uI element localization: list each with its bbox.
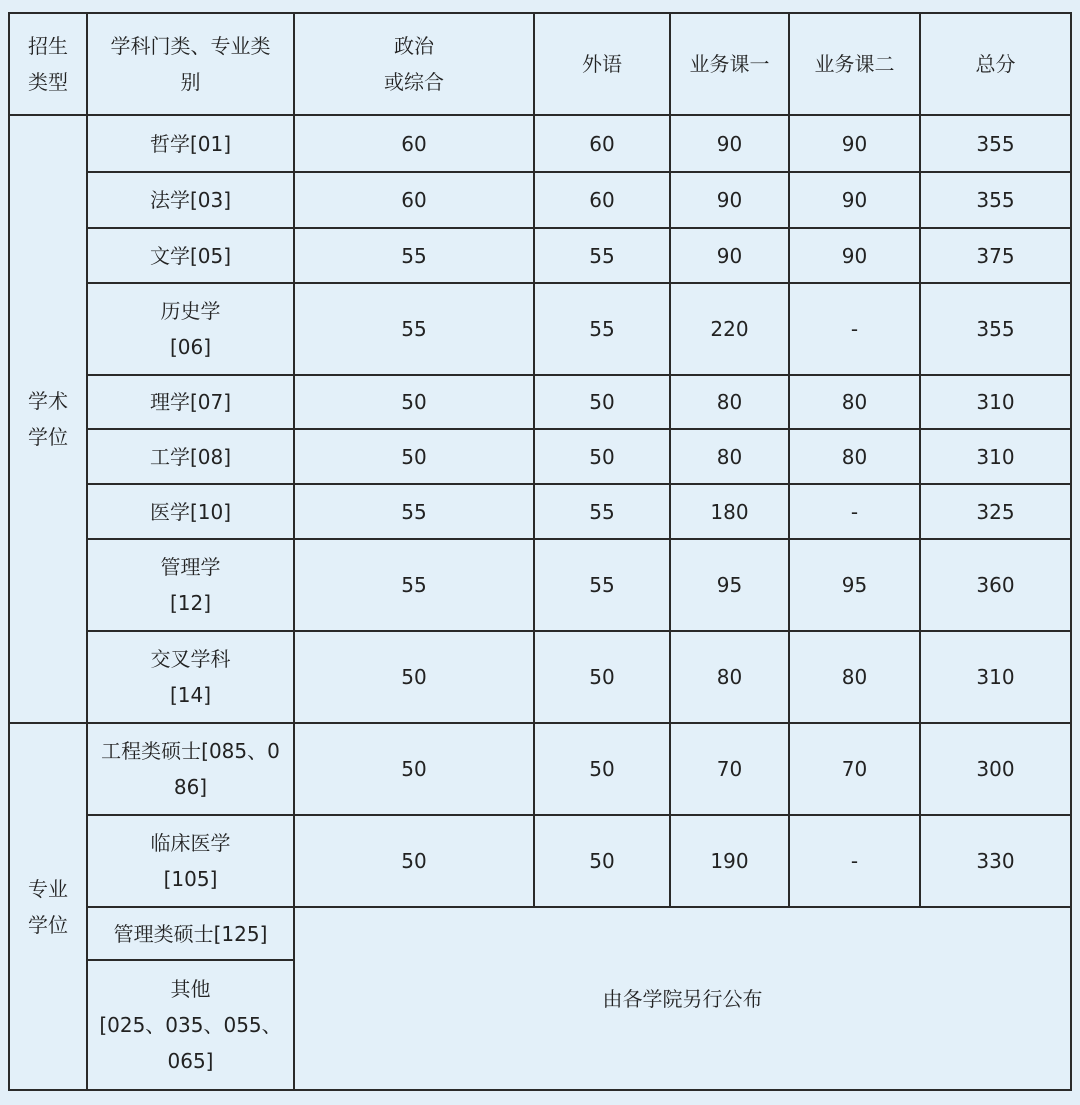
subject-line: 理学[07] [149, 390, 232, 414]
course1-score-cell: 90 [670, 172, 789, 228]
subject-line: [06] [169, 335, 212, 359]
table-row [9, 631, 1071, 723]
subject-line: [14] [169, 683, 212, 707]
header-subject: 学科门类、专业类 别 [87, 13, 294, 115]
course1-score-cell: 70 [670, 723, 789, 815]
course2-score-cell: 90 [789, 228, 920, 283]
table-row [9, 539, 1071, 631]
table-row [9, 115, 1071, 172]
politics-score-cell: 60 [294, 115, 534, 172]
foreign-score-cell: 50 [534, 631, 670, 723]
politics-score-cell: 55 [294, 283, 534, 375]
total-score-cell: 330 [920, 815, 1071, 907]
course1-score-cell: 220 [670, 283, 789, 375]
total-score-cell: 355 [920, 283, 1071, 375]
politics-score-cell: 50 [294, 429, 534, 484]
subject-cell [87, 539, 294, 631]
subject-line: 86] [173, 775, 208, 799]
subject-cell [87, 115, 294, 172]
table-row [9, 172, 1071, 228]
subject-cell [87, 723, 294, 815]
total-score-cell: 360 [920, 539, 1071, 631]
subject-cell [87, 375, 294, 429]
course2-score-cell: 80 [789, 429, 920, 484]
header-type: 招生 类型 [9, 13, 87, 115]
subject-cell [87, 172, 294, 228]
total-score-cell: 300 [920, 723, 1071, 815]
course2-score-cell: 80 [789, 375, 920, 429]
subject-line: 交叉学科 [150, 647, 231, 671]
table-row [9, 723, 1071, 815]
foreign-score-cell: 50 [534, 815, 670, 907]
table-row [9, 228, 1071, 283]
subject-cell [87, 631, 294, 723]
table-row [9, 283, 1071, 375]
total-score-cell: 310 [920, 375, 1071, 429]
total-score-cell: 375 [920, 228, 1071, 283]
subject-cell [87, 484, 294, 539]
table-row [9, 907, 1071, 960]
table-row [9, 375, 1071, 429]
subject-cell [87, 283, 294, 375]
course1-score-cell: 190 [670, 815, 789, 907]
header-row [9, 13, 1071, 115]
course2-score-cell: 90 [789, 172, 920, 228]
subject-line: 临床医学 [150, 831, 231, 855]
table-body [9, 115, 1071, 1090]
header-politics: 政治 或综合 [294, 13, 534, 115]
foreign-score-cell: 50 [534, 723, 670, 815]
subject-cell [87, 815, 294, 907]
foreign-score-cell: 55 [534, 539, 670, 631]
foreign-score-cell: 55 [534, 283, 670, 375]
subject-line: [105] [163, 867, 218, 891]
course2-score-cell: 70 [789, 723, 920, 815]
score-table [8, 12, 1072, 1091]
course2-score-cell: 90 [789, 115, 920, 172]
subject-line: 管理学 [160, 555, 221, 579]
table-row [9, 484, 1071, 539]
subject-cell [87, 429, 294, 484]
table-row [9, 815, 1071, 907]
header-foreign: 外语 [534, 13, 670, 115]
subject-line: 工学[08] [149, 444, 232, 469]
course1-score-cell: 80 [670, 631, 789, 723]
subject-line: 医学[10] [149, 499, 232, 524]
subject-line: 065] [167, 1049, 214, 1073]
foreign-score-cell: 50 [534, 429, 670, 484]
course1-score-cell: 80 [670, 429, 789, 484]
course1-score-cell: 180 [670, 484, 789, 539]
course2-score-cell: - [789, 283, 920, 375]
politics-score-cell: 50 [294, 723, 534, 815]
college-announce-cell: 由各学院另行公布 [294, 907, 1071, 1090]
total-score-cell: 355 [920, 172, 1071, 228]
group-academic-degree: 学术 学位 [9, 115, 87, 723]
course2-score-cell: 95 [789, 539, 920, 631]
course1-score-cell: 90 [670, 228, 789, 283]
subject-line: 工程类硕士[085、0 [101, 739, 280, 763]
foreign-score-cell: 55 [534, 228, 670, 283]
politics-score-cell: 55 [294, 539, 534, 631]
foreign-score-cell: 55 [534, 484, 670, 539]
foreign-score-cell: 60 [534, 115, 670, 172]
subject-line: [12] [169, 591, 212, 615]
subject-line: 历史学 [160, 299, 221, 323]
politics-score-cell: 50 [294, 815, 534, 907]
total-score-cell: 310 [920, 631, 1071, 723]
group-professional-degree: 专业 学位 [9, 723, 87, 1090]
header-course1: 业务课一 [670, 13, 789, 115]
subject-cell: 管理类硕士[125] [87, 907, 294, 960]
politics-score-cell: 55 [294, 228, 534, 283]
foreign-score-cell: 60 [534, 172, 670, 228]
course1-score-cell: 80 [670, 375, 789, 429]
total-score-cell: 355 [920, 115, 1071, 172]
politics-score-cell: 60 [294, 172, 534, 228]
course1-score-cell: 95 [670, 539, 789, 631]
table-row [9, 429, 1071, 484]
politics-score-cell: 50 [294, 375, 534, 429]
course2-score-cell: 80 [789, 631, 920, 723]
subject-line: 哲学[01] [149, 131, 232, 156]
course2-score-cell: - [789, 484, 920, 539]
subject-line: 其他 [170, 977, 211, 1001]
header-total: 总分 [920, 13, 1071, 115]
subject-cell [87, 960, 294, 1090]
foreign-score-cell: 50 [534, 375, 670, 429]
course2-score-cell: - [789, 815, 920, 907]
score-table-container [8, 12, 1072, 1091]
course1-score-cell: 90 [670, 115, 789, 172]
politics-score-cell: 55 [294, 484, 534, 539]
header-course2: 业务课二 [789, 13, 920, 115]
total-score-cell: 310 [920, 429, 1071, 484]
subject-line: 文学[05] [149, 243, 232, 268]
total-score-cell: 325 [920, 484, 1071, 539]
subject-cell [87, 228, 294, 283]
subject-line: 法学[03] [149, 188, 232, 212]
subject-line: [025、035、055、 [99, 1013, 282, 1037]
politics-score-cell: 50 [294, 631, 534, 723]
